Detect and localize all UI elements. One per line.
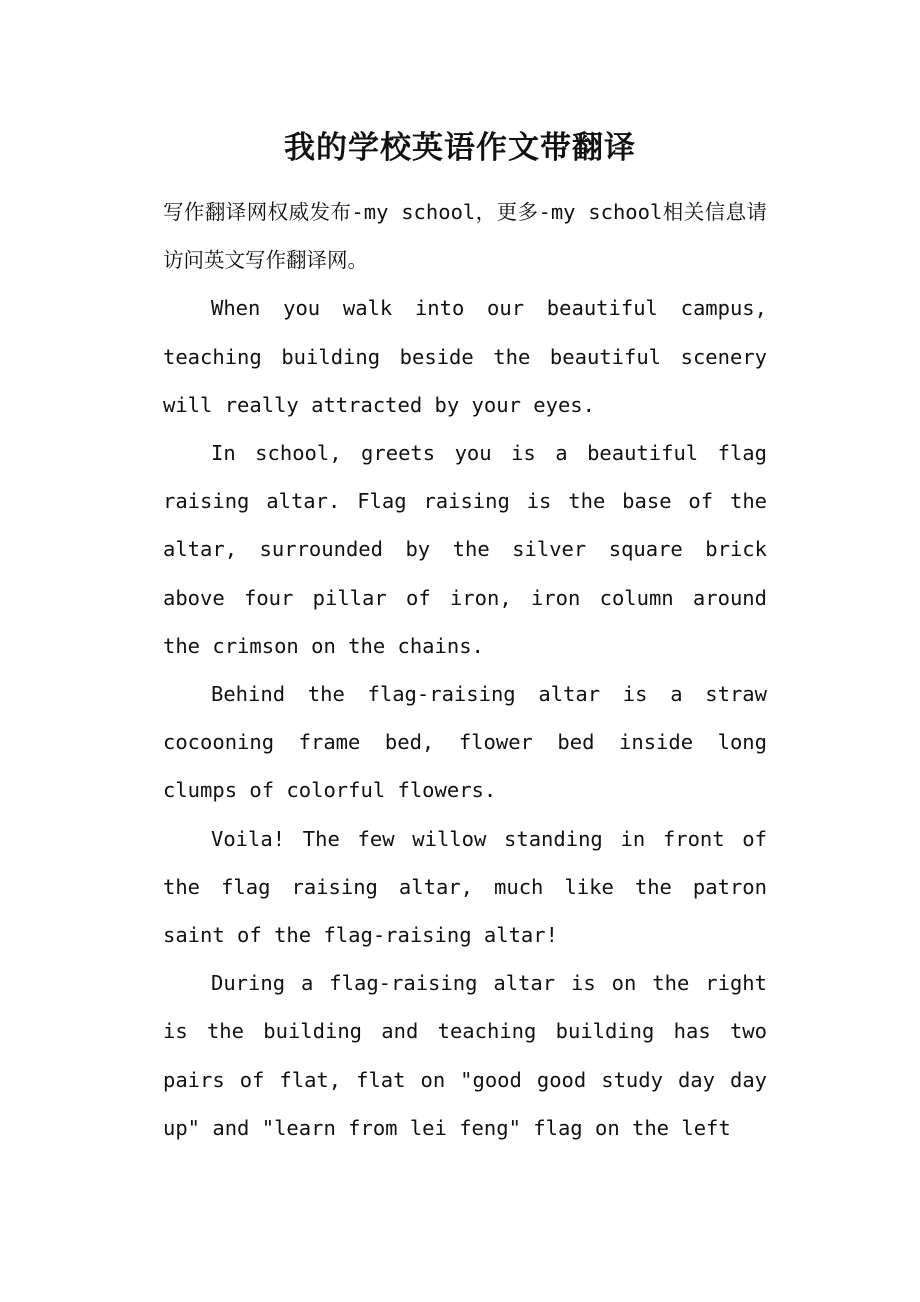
paragraph-flower-bed: Behind the flag-raising altar is a straw cocooning frame bed, flower bed inside long clumps of colorful flowers.	[163, 682, 767, 803]
paragraph-teaching-building: During a flag-raising altar is on the right is the building and teaching building has two pairs of flat, flat on "good good study day day up" and "learn from lei feng" flag on the left	[163, 971, 767, 1140]
intro-paragraph: 写作翻译网权威发布-my school，更多-my school相关信息请访问英文写作翻译网。	[163, 200, 767, 273]
document-body	[163, 188, 767, 1152]
paragraph-willow: Voila! The few willow standing in front of the flag raising altar, much like the patron saint of the flag-raising altar!	[163, 826, 767, 948]
paragraph-flag-altar: In school, greets you is a beautiful flag raising altar. Flag raising is the base of the altar, surrounded by the silver square brick above four pillar of iron, iron column around the crimson on the chains.	[163, 441, 767, 658]
page-title: 我的学校英语作文带翻译	[284, 130, 636, 166]
paragraph-campus: When you walk into our beautiful campus, teaching building beside the beautiful scenery will really attracted by your eyes.	[163, 296, 767, 417]
